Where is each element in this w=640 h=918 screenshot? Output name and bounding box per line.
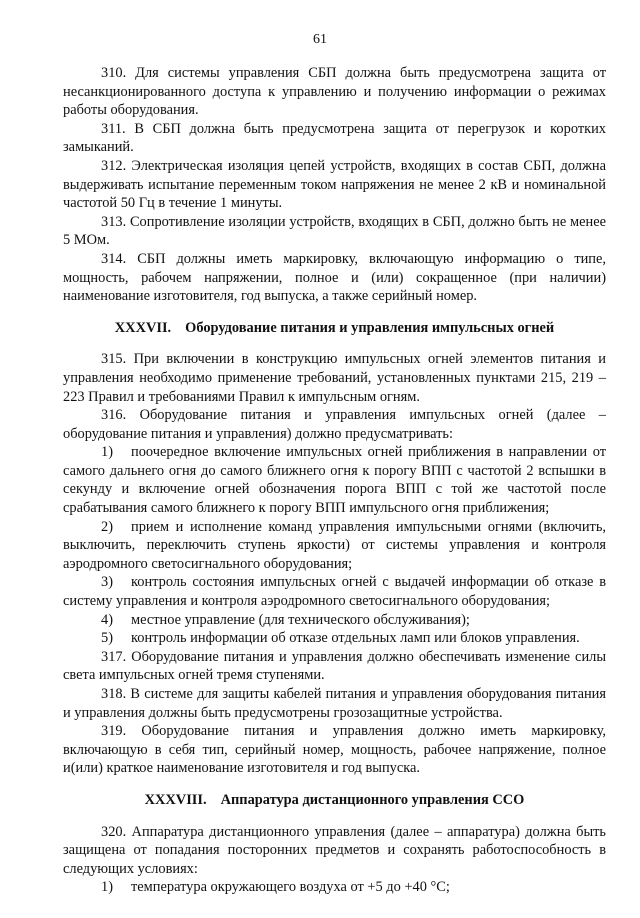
list-item-number: 2) <box>101 518 113 535</box>
list-item-number: 1) <box>101 879 113 896</box>
section-heading-xxxviii <box>63 791 606 810</box>
section-number: XXXVIII. <box>144 791 207 808</box>
paragraph-318: 318. В системе для защиты кабелей питания и управления оборудования питания и управления должны быть предусмотрены грозозащитные устройства. <box>63 686 606 721</box>
paragraph-320: 320. Аппаратура дистанционного управления (далее – аппаратура) должна быть защищена от попадания посторонних предметов и сохранять работоспособность в следующих условиях: <box>63 823 606 877</box>
page-number: 61 <box>313 32 327 47</box>
paragraph-311: 311. В СБП должна быть предусмотрена защита от перегрузок и коротких замыканий. <box>63 120 606 156</box>
document-body <box>63 64 606 897</box>
list-item-text: контроль состояния импульсных огней с выдачей информации об отказе в систему управления и контроля аэродромного светосигнального оборудования; <box>63 574 606 610</box>
paragraph-314: 314. СБП должны иметь маркировку, включающую информацию о типе, мощность, рабочем напряжении, полное и (или) сокращенное (при наличии) наименование изготовителя, год выпуска, а также серийный номер. <box>63 250 606 305</box>
section-heading-xxxvii <box>63 319 606 338</box>
list-item-number: 3) <box>101 574 113 591</box>
list-item-number: 1) <box>101 444 113 461</box>
section-number: XXXVII. <box>114 319 172 336</box>
list-item-number: 5) <box>101 630 113 647</box>
paragraph-310: 310. Для системы управления СБП должна быть предусмотрена защита от несанкционированного доступа к управлению и получению информации о режимах работы оборудования. <box>63 65 606 119</box>
paragraph-313: 313. Сопротивление изоляции устройств, входящих в СБП, должно быть не менее 5 МОм. <box>63 213 606 249</box>
list-item-text: контроль информации об отказе отдельных ламп или блоков управления. <box>131 630 580 647</box>
paragraph-315: 315. При включении в конструкцию импульсных огней элементов питания и управления необходимо применение требований, установленных пунктами 215, 219 – 223 Правил и требованиями Правил к импульсным огням. <box>63 351 606 405</box>
list-item <box>63 629 606 648</box>
paragraph-319: 319. Оборудование питания и управления должно иметь маркировку, включающую в себя тип, серийный номер, мощность, рабочее напряжение, полное и(или) краткое наименование изготовителя и год выпуска. <box>63 723 606 777</box>
section-title: Аппаратура дистанционного управления ССО <box>220 791 525 808</box>
paragraph-317: 317. Оборудование питания и управления должно обеспечивать изменение силы света импульсных огней тремя ступенями. <box>63 648 606 684</box>
list-item-text: температура окружающего воздуха от +5 до +40 °C; <box>131 879 450 896</box>
list-item <box>63 878 606 897</box>
list-item <box>63 611 606 630</box>
paragraph-312: 312. Электрическая изоляция цепей устройств, входящих в состав СБП, должна выдерживать испытание переменным током напряжения не менее 2 кВ и номинальной частотой 50 Гц в течение 1 минуты. <box>63 157 606 212</box>
paragraph-316: 316. Оборудование питания и управления импульсных огней (далее – оборудование питания и управления) должно предусматривать: <box>63 407 606 442</box>
list-item-number: 4) <box>101 611 113 628</box>
list-item-text: поочередное включение импульсных огней приближения в направлении от самого дальнего огня до самого ближнего огня к порогу ВПП с частотой 2 вспышки в секунду и включение огней обозначения порога ВПП с той же частотой после срабатывания самого ближнего к порогу ВПП импульсного огня приближения; <box>63 444 606 517</box>
section-title: Оборудование питания и управления импульсных огней <box>185 319 555 336</box>
list-item-text: местное управление (для технического обслуживания); <box>131 611 470 628</box>
list-item <box>63 443 606 517</box>
list-item <box>63 518 606 574</box>
list-item-text: прием и исполнение команд управления импульсными огнями (включить, выключить, переключить ступень яркости) от системы управления и контроля аэродромного светосигнального оборудования; <box>63 518 606 572</box>
list-item <box>63 573 606 610</box>
